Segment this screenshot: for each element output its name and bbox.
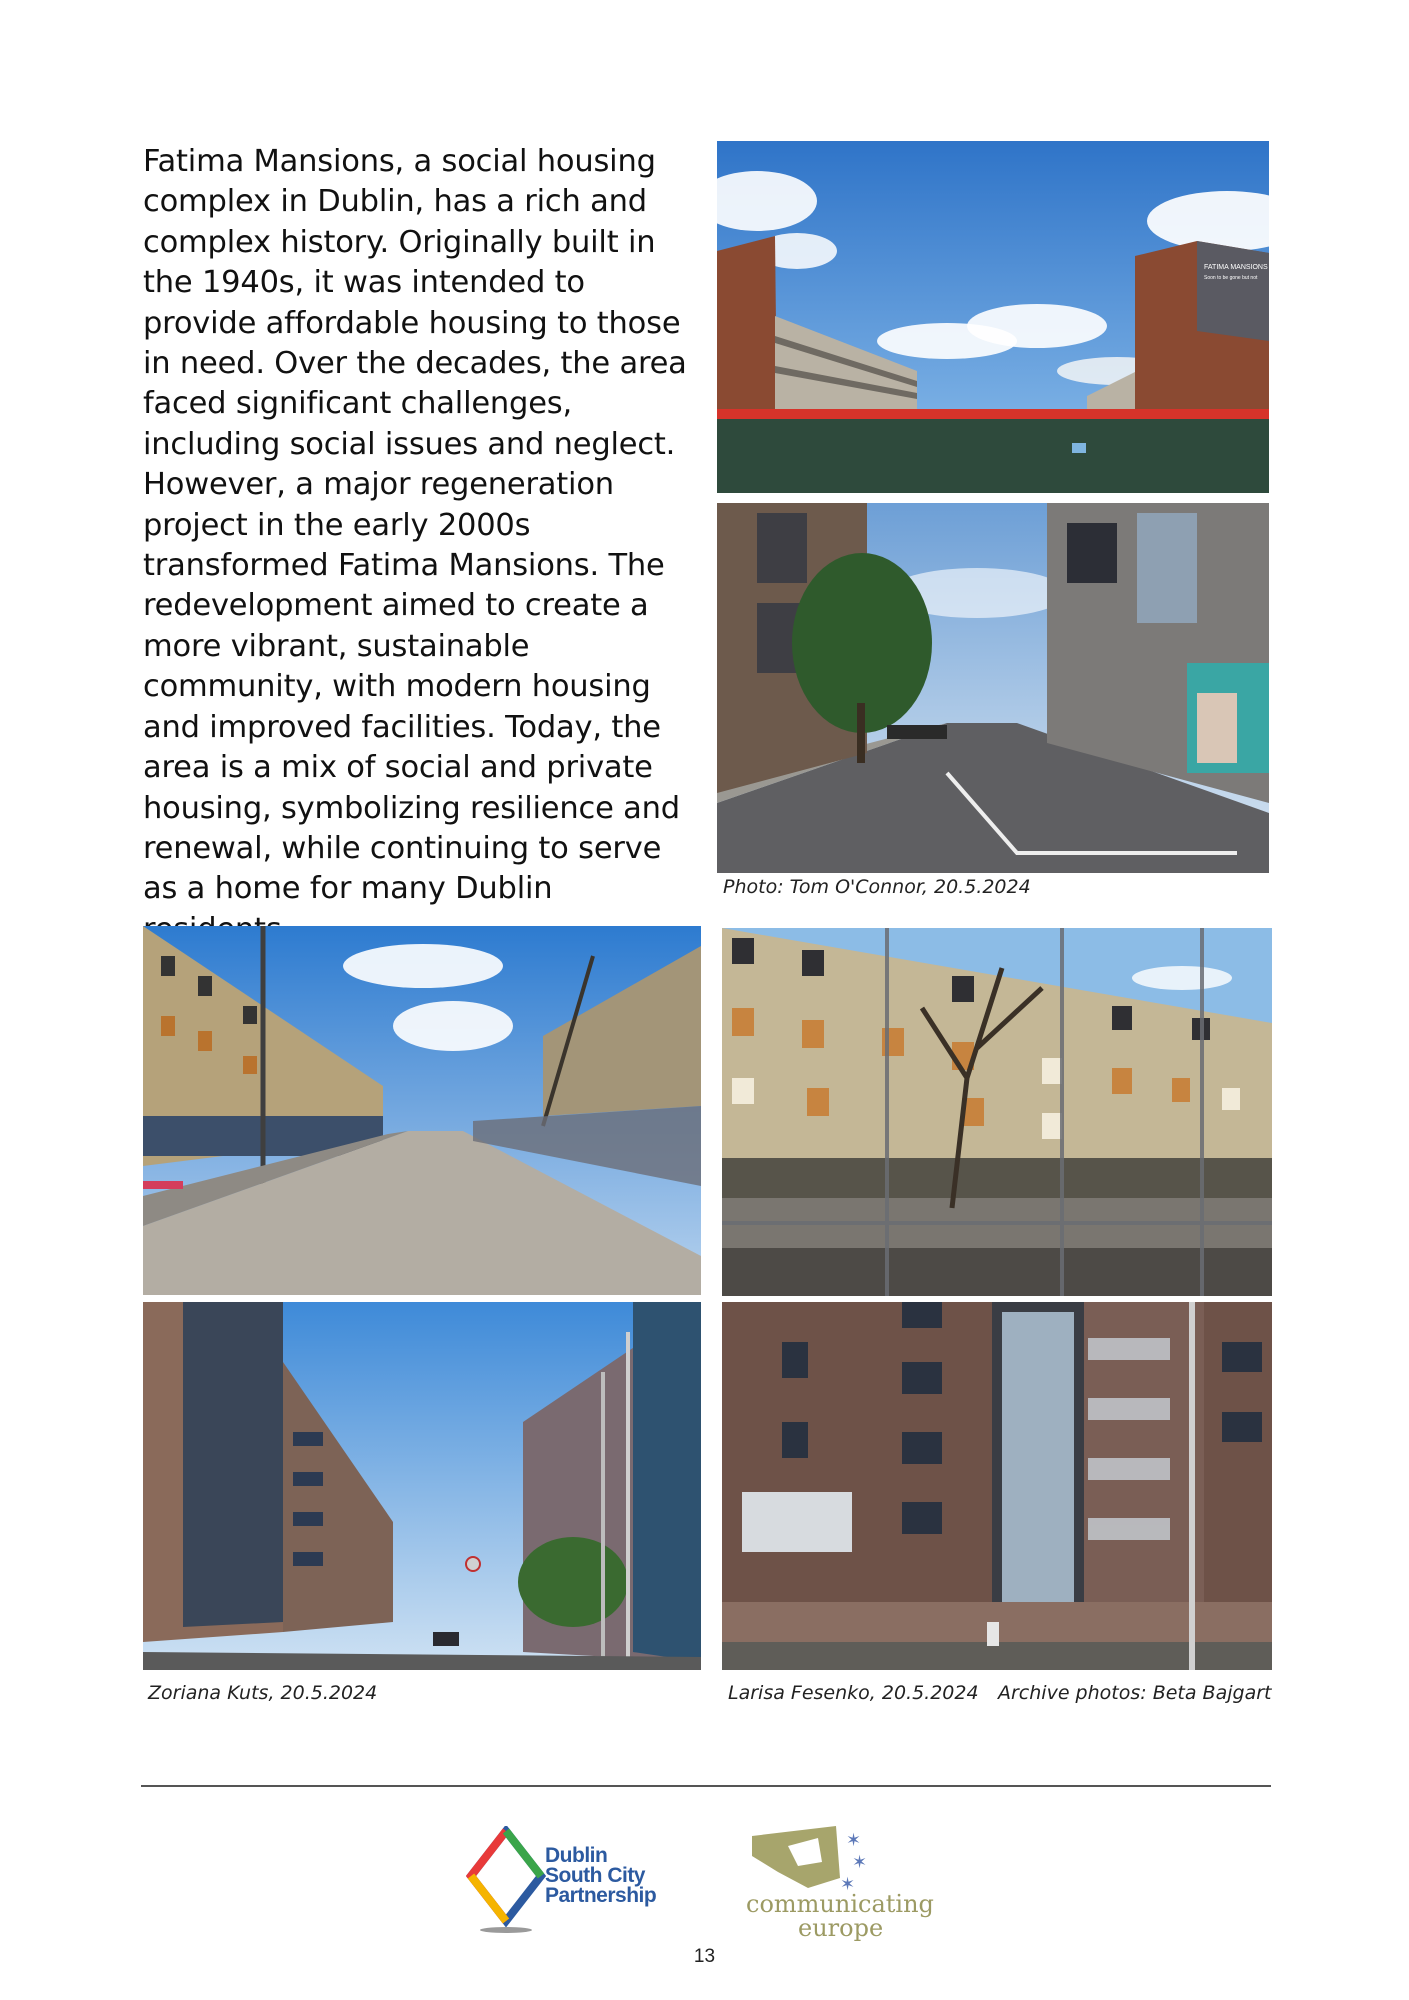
photo-modern-apartments-street bbox=[143, 1302, 701, 1670]
ce-line2: europe bbox=[798, 1914, 884, 1942]
caption-bottom-middle: Larisa Fesenko, 20.5.2024 bbox=[728, 1682, 979, 1704]
photo-fatima-mansions-hoarding bbox=[717, 141, 1269, 493]
caption-top-photos: Photo: Tom O'Connor, 20.5.2024 bbox=[723, 876, 1031, 898]
photo-lane-with-fence bbox=[143, 926, 701, 1295]
dscp-logo-line2: South City bbox=[545, 1864, 645, 1887]
photo-old-building-fence bbox=[722, 928, 1272, 1296]
caption-bottom-left: Zoriana Kuts, 20.5.2024 bbox=[148, 1682, 378, 1704]
sign-text-1: FATIMA MANSIONS bbox=[1204, 264, 1268, 271]
dscp-logo-mark bbox=[466, 1826, 546, 1936]
dscp-logo-line3: Partnership bbox=[545, 1884, 657, 1907]
communicating-europe-text bbox=[746, 1892, 934, 1940]
dscp-logo-text bbox=[545, 1846, 656, 1906]
dscp-logo-line1: Dublin bbox=[545, 1844, 608, 1867]
ce-line1: communicating bbox=[746, 1890, 934, 1918]
caption-bottom-right: Archive photos: Beta Bajgart bbox=[998, 1682, 1272, 1704]
photo-street-with-trees bbox=[717, 503, 1269, 873]
photo-modern-brick-building bbox=[722, 1302, 1272, 1670]
sign-text-2: Soon to be gone but not bbox=[1204, 275, 1258, 281]
svg-text:✶: ✶ bbox=[846, 1830, 862, 1851]
page-number: 13 bbox=[693, 1946, 716, 1967]
communicating-europe-mark bbox=[748, 1822, 878, 1894]
footer-divider bbox=[141, 1785, 1271, 1787]
svg-text:✶: ✶ bbox=[840, 1874, 856, 1894]
intro-paragraph: Fatima Mansions, a social housing complex in Dublin, has a rich and complex history. Originally built in the 1940s, it was intended to provide affordable housing to those in need. Over the decades, the area faced significant challenges, including social issues and neglect. However, a major regeneration project in the early 2000s transformed Fatima Mansions. The redevelopment aimed to create a more vibrant, sustainable community, with modern housing and improved facilities. Today, the area is a mix of social and private housing, symbolizing resilience and renewal, while continuing to serve as a home for many Dublin bbox=[143, 144, 687, 907]
svg-text:✶: ✶ bbox=[852, 1852, 868, 1873]
